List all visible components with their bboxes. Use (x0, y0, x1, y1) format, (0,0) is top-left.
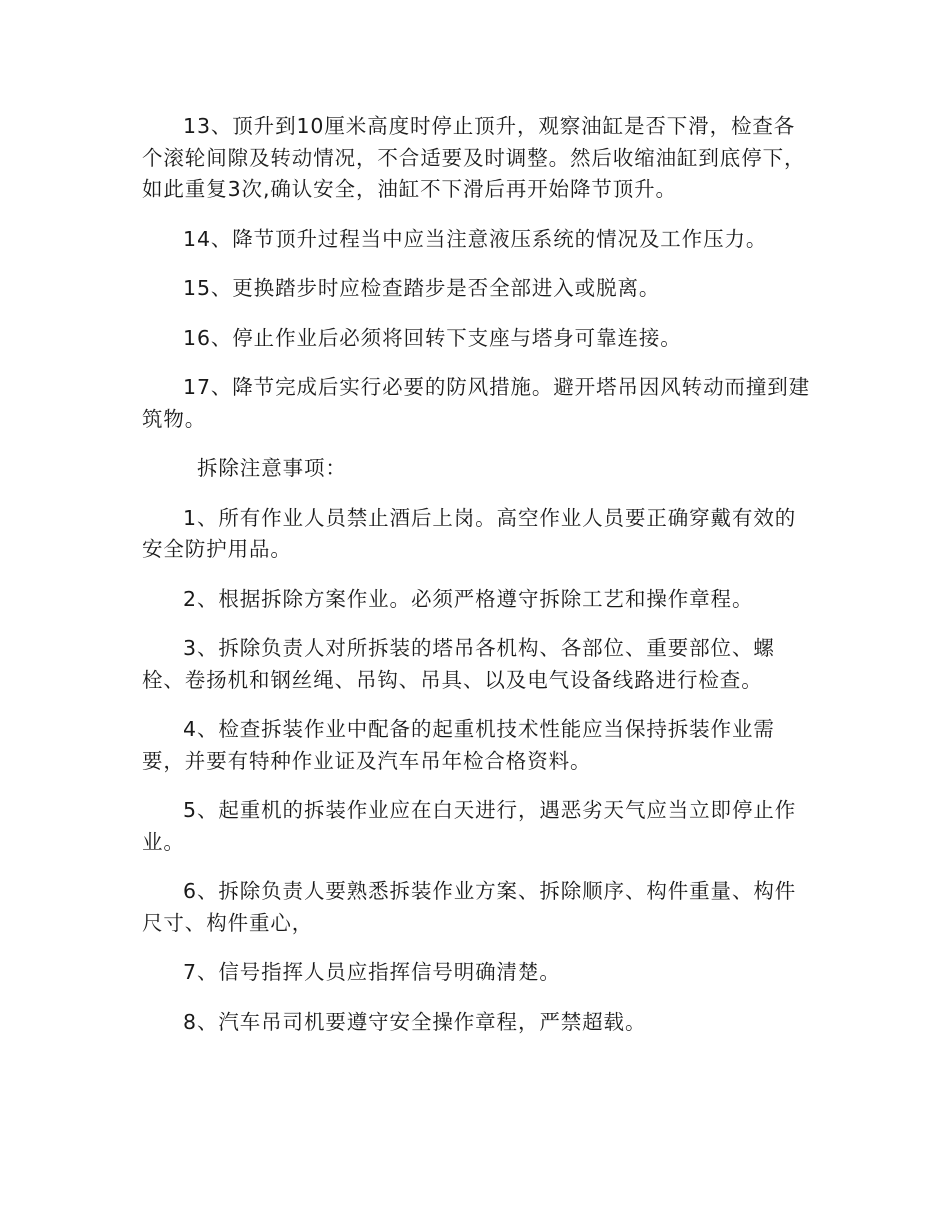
paragraph-item-8: 8、汽车吊司机要遵守安全操作章程，严禁超载。 (183, 1009, 647, 1034)
paragraph-item-5: 5、起重机的拆装作业应在白天进行，遇恶劣天气应当立即停止作业。 (142, 798, 797, 854)
paragraph-item-2: 2、根据拆除方案作业。必须严格遵守拆除工艺和操作章程。 (183, 586, 754, 611)
paragraph-item-3: 3、拆除负责人对所拆装的塔吊各机构、各部位、重要部位、螺栓、卷扬机和钢丝绳、吊钩、吊具、以及电气设备线路进行检查。 (142, 636, 775, 692)
section-heading: 拆除注意事项： (197, 456, 347, 480)
paragraph-item-13: 13、顶升到10厘米高度时停止顶升，观察油缸是否下滑，检查各个滚轮间隙及转动情况，不合适要及时调整。然后收缩油缸到底停下，如此重复3次,确认安全，油缸不下滑后再开始降节顶升。 (142, 114, 806, 201)
paragraph-item-14: 14、降节顶升过程当中应当注意液压系统的情况及工作压力。 (183, 226, 768, 251)
paragraph-item-1: 1、所有作业人员禁止酒后上岗。高空作业人员要正确穿戴有效的安全防护用品。 (142, 505, 797, 561)
paragraph-item-6: 6、拆除负责人要熟悉拆装作业方案、拆除顺序、构件重量、构件尺寸、构件重心， (142, 879, 797, 935)
document-body (142, 111, 814, 1056)
paragraph-item-4: 4、检查拆装作业中配备的起重机技术性能应当保持拆装作业需要，并要有特种作业证及汽车吊年检合格资料。 (142, 717, 775, 773)
paragraph-item-15: 15、更换踏步时应检查踏步是否全部进入或脱离。 (183, 276, 661, 300)
paragraph-item-16: 16、停止作业后必须将回转下支座与塔身可靠连接。 (183, 325, 682, 350)
paragraph-item-17: 17、降节完成后实行必要的防风措施。避开塔吊因风转动而撞到建筑物。 (142, 375, 811, 431)
paragraph-item-7: 7、信号指挥人员应指挥信号明确清楚。 (183, 960, 561, 984)
